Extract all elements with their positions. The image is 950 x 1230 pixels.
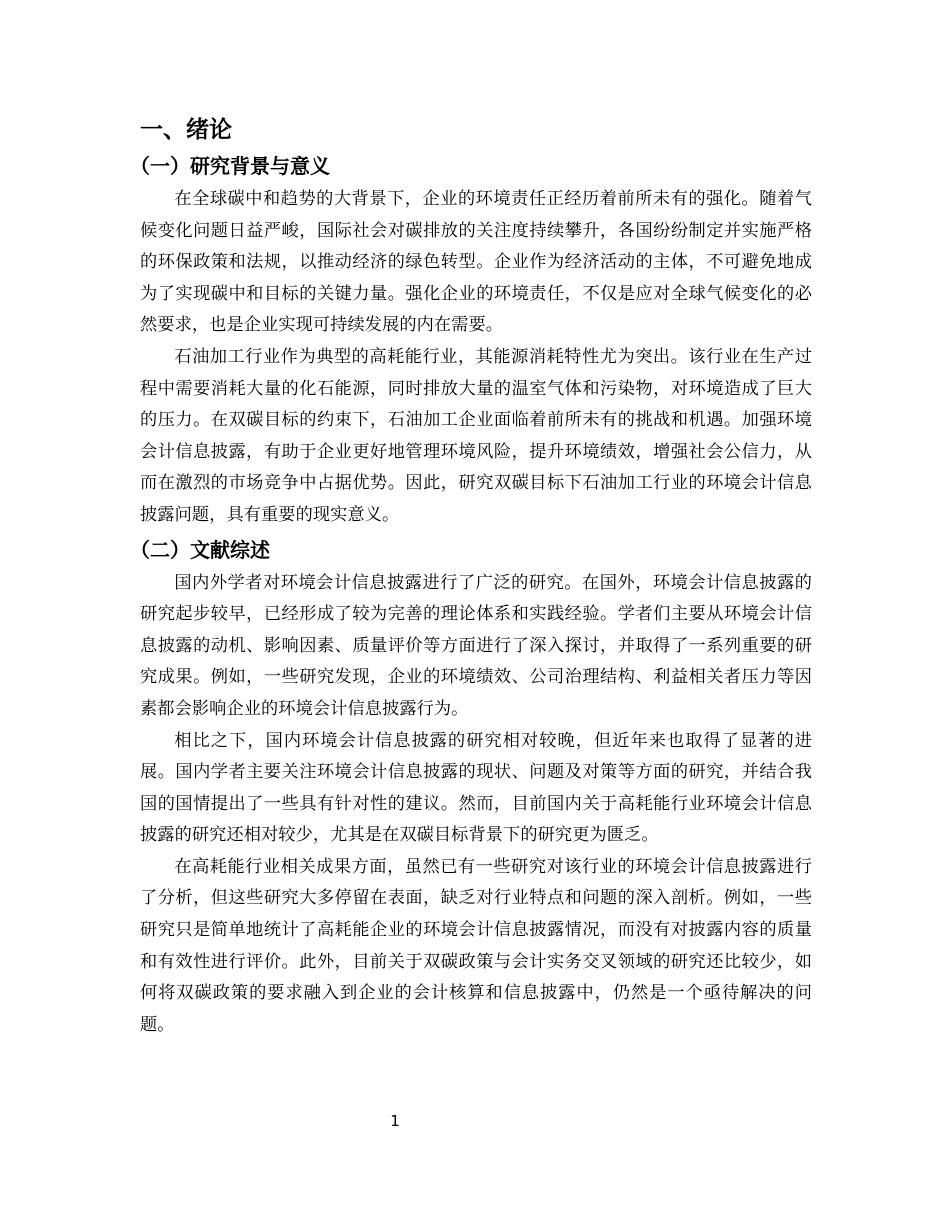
paragraph: 国内外学者对环境会计信息披露进行了广泛的研究。在国外，环境会计信息披露的研究起步较早，已经形成了较为完善的理论体系和实践经验。学者们主要从环境会计信息披露的动机、影响因素、质量评价等方面进行了深入探讨，并取得了一系列重要的研究成果。例如，一些研究发现，企业的环境绩效、公司治理结构、利益相关者压力等因素都会影响企业的环境会计信息披露行为。 (140, 572, 812, 719)
paragraph: 石油加工行业作为典型的高耗能行业，其能源消耗特性尤为突出。该行业在生产过程中需要消耗大量的化石能源，同时排放大量的温室气体和污染物，对环境造成了巨大的压力。在双碳目标的约束下，石油加工企业面临着前所未有的挑战和机遇。加强环境会计信息披露，有助于企业更好地管理环境风险，提升环境绩效，增强社会公信力，从而在激烈的市场竞争中占据优势。因此，研究双碳目标下石油加工行业的环境会计信息披露问题，具有重要的现实意义。 (140, 346, 812, 525)
paragraph: 相比之下，国内环境会计信息披露的研究相对较晚，但近年来也取得了显著的进展。国内学者主要关注环境会计信息披露的现状、问题及对策等方面的研究，并结合我国的国情提出了一些具有针对性的建议。然而，目前国内关于高耗能行业环境会计信息披露的研究还相对较少，尤其是在双碳目标背景下的研究更为匮乏。 (140, 730, 812, 846)
paragraph: 在全球碳中和趋势的大背景下，企业的环境责任正经历着前所未有的强化。随着气候变化问题日益严峻，国际社会对碳排放的关注度持续攀升，各国纷纷制定并实施严格的环保政策和法规，以推动经济的绿色转型。企业作为经济活动的主体，不可避免地成为了实现碳中和目标的关键力量。强化企业的环境责任，不仅是应对全球气候变化的必然要求，也是企业实现可持续发展的内在需要。 (140, 189, 812, 336)
paragraph: 在高耗能行业相关成果方面，虽然已有一些研究对该行业的环境会计信息披露进行了分析，但这些研究大多停留在表面，缺乏对行业特点和问题的深入剖析。例如，一些研究只是简单地统计了高耗能企业的环境会计信息披露情况，而没有对披露内容的质量和有效性进行评价。此外，目前关于双碳政策与会计实务交叉领域的研究还比较少，如何将双碳政策的要求融入到企业的会计核算和信息披露中，仍然是一个亟待解决的问题。 (140, 856, 812, 1035)
page-number: 1 (390, 1112, 400, 1130)
section-heading-background: （一）研究背景与意义 (130, 154, 330, 178)
chapter-title: 一、绪论 (140, 117, 232, 143)
section-heading-literature-review: （二）文献综述 (130, 537, 270, 562)
page-content (130, 112, 812, 1041)
